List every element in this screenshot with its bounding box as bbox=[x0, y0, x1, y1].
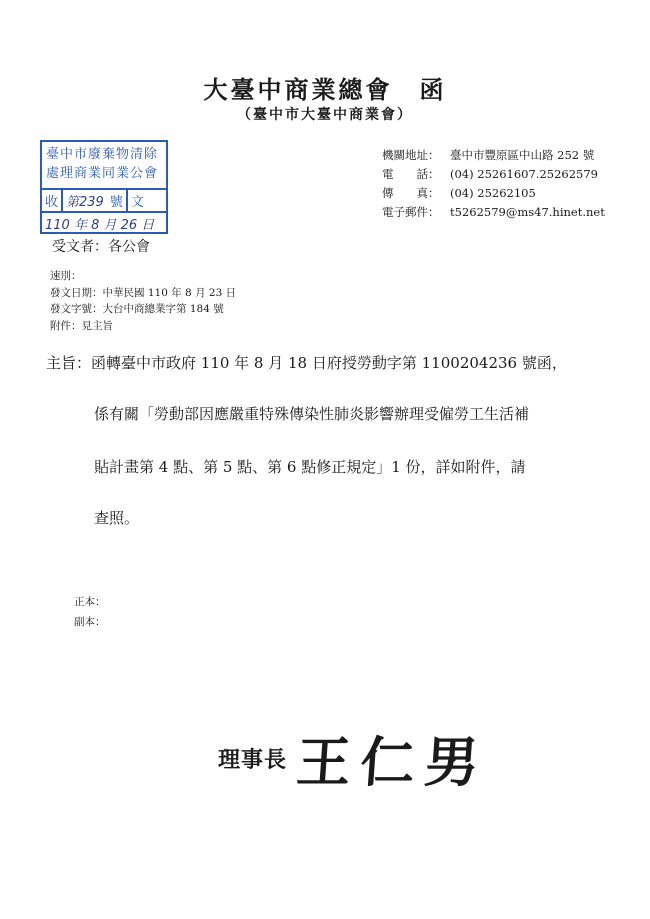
stamp-organization bbox=[42, 142, 166, 190]
email-label: 電子郵件： bbox=[382, 205, 440, 219]
signature-name: 王仁男 bbox=[294, 730, 491, 794]
subject-paragraph bbox=[46, 352, 567, 530]
stamp-date-row bbox=[42, 213, 166, 234]
fax-label: 傳 真： bbox=[382, 186, 440, 200]
signature-block bbox=[218, 718, 489, 798]
stamp-receipt-label: 收 bbox=[45, 195, 59, 210]
stamp-doc-label: 文 bbox=[130, 195, 144, 210]
address-value: 臺中市豐原區中山路 252 號 bbox=[450, 148, 595, 162]
document-subtitle: （臺中市大臺中商業會） bbox=[237, 107, 413, 123]
stamp-org-line2: 處理商業同業公會 bbox=[46, 166, 159, 181]
document-meta bbox=[50, 268, 236, 334]
fax-value: (04) 25262105 bbox=[450, 186, 536, 200]
subject-line2: 係有關「勞動部因應嚴重特殊傳染性肺炎影響辦理受僱勞工生活補 bbox=[94, 405, 530, 423]
contact-address bbox=[382, 146, 605, 165]
subject-line1: 主旨：函轉臺中市政府 110 年 8 月 18 日府授勞動字第 1100204236 號函， bbox=[46, 354, 567, 372]
subject-line3: 貼計畫第 4 點、第 5 點、第 6 點修正規定」1 份，詳如附件，請 bbox=[94, 458, 526, 476]
contact-block bbox=[382, 146, 605, 222]
meta-speed: 速別： bbox=[50, 270, 82, 282]
contact-fax bbox=[382, 184, 605, 203]
email-value: t5262579@ms47.hinet.net bbox=[450, 205, 605, 219]
copies-block bbox=[74, 592, 106, 632]
meta-doc-no: 發文字號：大台中商總業字第 184 號 bbox=[50, 303, 224, 315]
stamp-receipt-number: 第239 bbox=[66, 195, 104, 210]
phone-label: 電 話： bbox=[382, 167, 440, 181]
meta-date: 發文日期：中華民國 110 年 8 月 23 日 bbox=[50, 286, 237, 299]
receipt-stamp bbox=[40, 140, 168, 234]
stamp-number-label: 號 bbox=[109, 195, 123, 210]
meta-attachment: 附件：見主旨 bbox=[50, 319, 113, 332]
recipient: 受文者：各公會 bbox=[52, 239, 150, 255]
document-title: 大臺中商業總會 函 bbox=[203, 75, 447, 104]
stamp-receipt-row bbox=[42, 190, 166, 213]
contact-phone bbox=[382, 165, 605, 184]
copy-duplicate: 副本： bbox=[74, 616, 106, 628]
phone-value: (04) 25261607.25262579 bbox=[450, 167, 598, 181]
signature-title: 理事長 bbox=[218, 746, 288, 773]
subject-line4: 查照。 bbox=[94, 509, 140, 527]
stamp-date: 110 年 8 月 26 日 bbox=[45, 218, 155, 233]
copy-original: 正本： bbox=[74, 596, 106, 608]
stamp-org-line1: 臺中市廢棄物清除 bbox=[46, 147, 159, 162]
contact-email bbox=[382, 203, 605, 222]
address-label: 機關地址： bbox=[382, 148, 440, 162]
